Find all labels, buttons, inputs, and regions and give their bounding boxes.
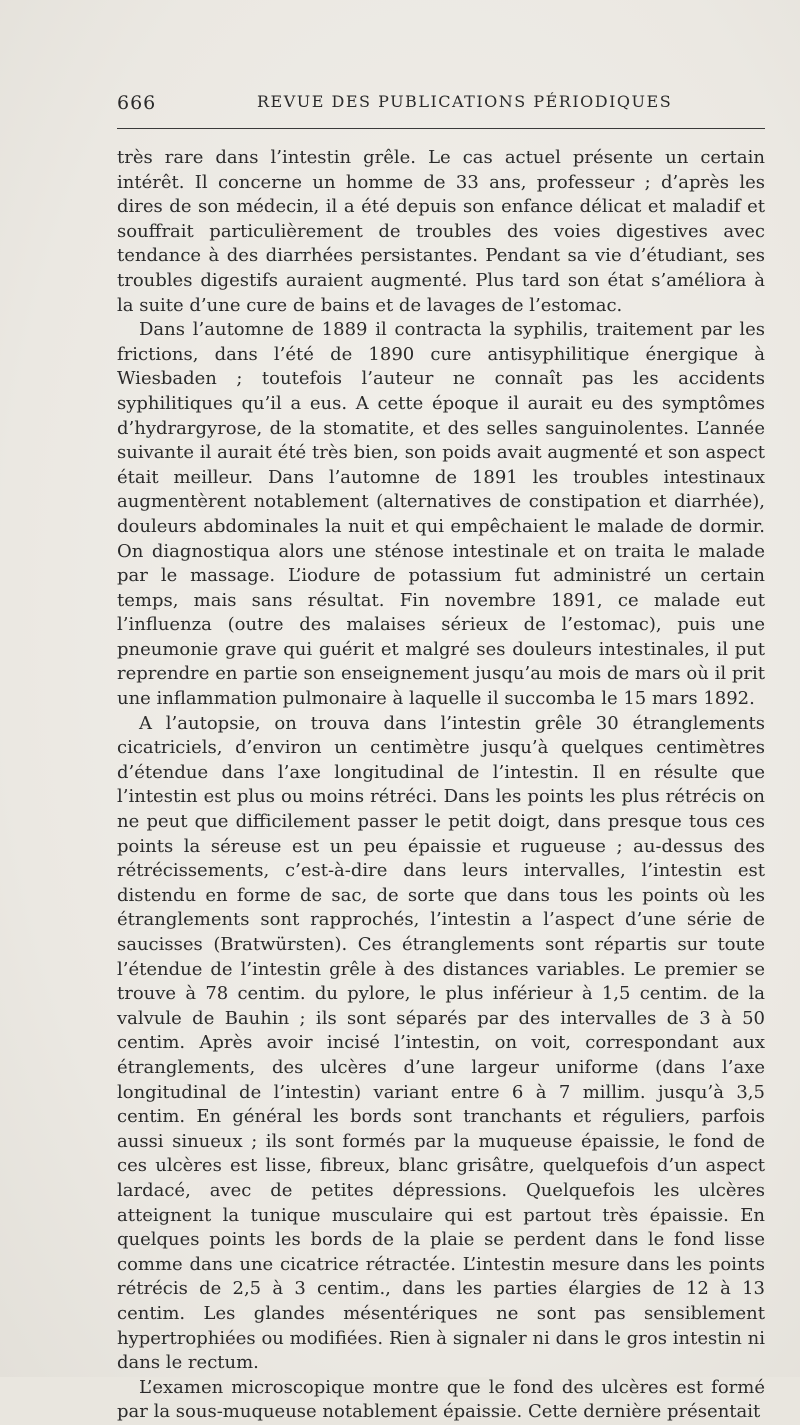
page-number: 666 bbox=[117, 92, 157, 114]
body-text bbox=[117, 146, 765, 1425]
header-rule bbox=[117, 128, 765, 129]
paragraph-history: Dans l’automne de 1889 il contracta la syphilis, traitement par les frictions, dans l’été de 1890 cure antisyphilitique énergique à Wiesbaden ; toutefois l’auteur ne connaît pas les accidents syphilitiques qu’il a eus. A cette époque il aurait eu des symptômes d’hydrargyrose, de la stomatite, et des selles sanguinolentes. L’année suivante il aurait été très bien, son poids avait augmenté et son aspect était meilleur. Dans l’automne de 1891 les troubles intestinaux augmentèrent notablement (alternatives de constipation et diarrhée), douleurs abdominales la nuit et qui empêchaient le malade de dormir. On diagnostiqua alors une sténose intestinale et on traita le malade par le massage. L’iodure de potassium fut administré un certain temps, mais sans résultat. Fin novembre 1891, ce malade eut l’influenza (outre des malaises sérieux de l’estomac), puis une pneumonie grave qui guérit et malgré ses douleurs intestinales, il put reprendre en partie son enseignement jusqu’au mois de mars où il prit une inflammation pulmonaire à laquelle il succomba le 15 mars 1892. bbox=[117, 319, 765, 710]
running-head: REVUE DES PUBLICATIONS PÉRIODIQUES bbox=[257, 92, 673, 111]
paragraph-autopsy: A l’autopsie, on trouva dans l’intestin grêle 30 étranglements cicatriciels, d’environ un centimètre jusqu’à quelques centimètres d’étendue dans l’axe longitudinal de l’intestin. Il en résulte que l’intestin est plus ou moins rétréci. Dans les points les plus rétrécis on ne peut que difficilement passer le petit doigt, dans presque tous ces points la séreuse est un peu épaissie et rugueuse ; au-dessus des rétrécissements, c’est-à-dire dans leurs intervalles, l’intestin est distendu en forme de sac, de sorte que dans tous les points où les étranglements sont rapprochés, l’intestin a l’aspect d’une série de saucisses (Bratwürsten). Ces étranglements sont répartis sur toute l’étendue de l’intestin grêle à des distances variables. Le premier se trouve à 78 centim. du pylore, le plus inférieur à 1,5 centim. de la valvule de Bauhin ; ils sont séparés par des intervalles de 3 à 50 centim. Après avoir incisé l’intestin, on voit, correspondant aux étranglements, des ulcères d’une largeur uniforme (dans l’axe longitudinal de l’intestin) variant entre 6 à 7 millim. jusqu’à 3,5 centim. En général les bords sont tranchants et réguliers, parfois aussi sinueux ; ils sont formés par la muqueuse épaissie, le fond de ces ulcères est lisse, fibreux, blanc grisâtre, quelquefois d’un aspect lardacé, avec de petites dépressions. Quelquefois les ulcères atteignent la tunique musculaire qui est partout très épaissie. En quelques points les bords de la plaie se perdent dans le fond lisse comme dans une cicatrice rétractée. L’intestin mesure dans les points rétrécis de 2,5 à 3 centim., dans les parties élargies de 12 à 13 centim. Les glandes mésentériques ne sont pas sensiblement hypertrophiées ou modifiées. Rien à signaler ni dans le gros intestin ni dans le rectum. bbox=[117, 712, 765, 1374]
paragraph-microscopy: L’examen microscopique montre que le fond des ulcères est formé par la sous-muqueuse notablement épaissie. Cette dernière présentait bbox=[117, 1376, 765, 1423]
paragraph-continuation: très rare dans l’intestin grêle. Le cas actuel présente un certain intérêt. Il concerne un homme de 33 ans, professeur ; d’après les dires de son médecin, il a été depuis son enfance délicat et maladif et souffrait particulièrement de troubles des voies digestives avec tendance à des diarrhées persistantes. Pendant sa vie d’étudiant, ses troubles digestifs auraient augmenté. Plus tard son état s’améliora à la suite d’une cure de bains et de lavages de l’estomac. bbox=[117, 147, 765, 316]
page-header bbox=[117, 92, 765, 114]
